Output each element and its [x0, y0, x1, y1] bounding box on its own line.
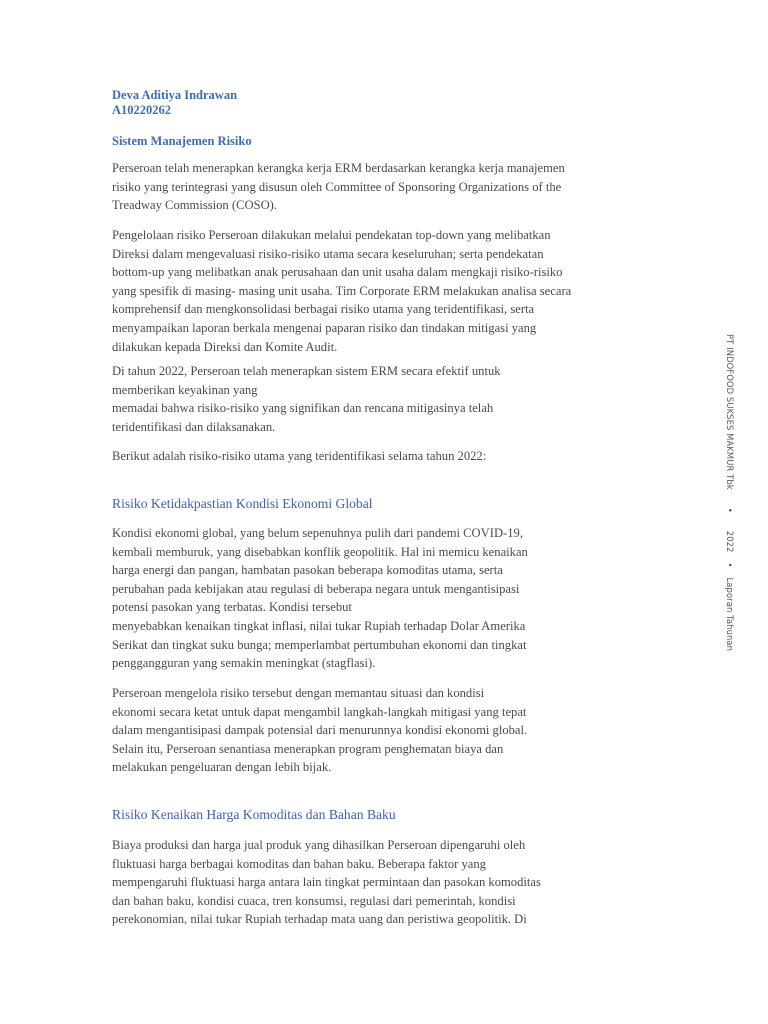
text-line: Direksi dalam mengevaluasi risiko-risiko utama secara keseluruhan; serta pendekatan — [112, 246, 544, 261]
vertical-running-header — [721, 334, 741, 654]
text-line: memberikan keyakinan yang — [112, 382, 258, 397]
text-line: Treadway Commission (COSO). — [112, 198, 278, 213]
report-title: Laporan Tahunan — [725, 577, 735, 652]
paragraph-1 — [112, 159, 602, 215]
risk-2-paragraph-1 — [112, 836, 602, 929]
author-id: A10220262 — [112, 103, 172, 117]
text-line: menyampaikan laporan berkala mengenai paparan risiko dan tindakan mitigasi yang — [112, 320, 537, 335]
bullet-separator: • — [725, 507, 735, 513]
text-line: bottom-up yang melibatkan anak perusahaan dan unit usaha dalam mengkaji risiko-risiko — [112, 265, 563, 280]
text-line: Serikat dan tingkat suku bunga; memperlambat pertumbuhan ekonomi dan tingkat — [112, 637, 527, 652]
text-line: Di tahun 2022, Perseroan telah menerapkan sistem ERM secara efektif untuk — [112, 364, 501, 378]
text-line: Perseroan mengelola risiko tersebut dengan memantau situasi dan kondisi — [112, 686, 485, 700]
text-line: perubahan pada kebijakan atau regulasi di beberapa negara untuk mengantisipasi — [112, 581, 520, 596]
text-line: melakukan pengeluaran dengan lebih bijak. — [112, 760, 332, 775]
text-line: Berikut adalah risiko-risiko utama yang teridentifikasi selama tahun 2022: — [112, 449, 487, 463]
text-line: teridentifikasi dan dilaksanakan. — [112, 419, 276, 434]
text-line: Selain itu, Perseroan senantiasa menerapkan program penghematan biaya dan — [112, 741, 504, 756]
text-line: potensi pasokan yang terbatas. Kondisi tersebut — [112, 600, 352, 615]
text-line: harga energi dan pangan, hambatan pasokan beberapa komoditas utama, serta — [112, 563, 503, 578]
paragraph-3 — [112, 362, 602, 436]
text-line: Biaya produksi dan harga jual produk yang dihasilkan Perseroan dipengaruhi oleh — [112, 838, 526, 852]
text-line: ekonomi secara ketat untuk dapat mengambil langkah-langkah mitigasi yang tepat — [112, 704, 527, 719]
text-line: fluktuasi harga berbagai komoditas dan bahan baku. Beberapa faktor yang — [112, 856, 486, 871]
risk-1-paragraph-2 — [112, 684, 602, 777]
risk-1-paragraph-1 — [112, 524, 602, 673]
author-name: Deva Aditiya Indrawan — [112, 88, 238, 102]
paragraph-4 — [112, 447, 602, 466]
text-line: Kondisi ekonomi global, yang belum sepenuhnya pulih dari pandemi COVID-19, — [112, 526, 523, 540]
section-title: Sistem Manajemen Risiko — [112, 134, 252, 148]
text-line: risiko yang terintegrasi yang disusun oleh Committee of Sponsoring Organizations of the — [112, 179, 562, 194]
paragraph-2 — [112, 226, 602, 356]
text-line: menyebabkan kenaikan tingkat inflasi, nilai tukar Rupiah terhadap Dolar Amerika — [112, 618, 526, 633]
text-line: Pengelolaan risiko Perseroan dilakukan melalui pendekatan top-down yang melibatkan — [112, 228, 551, 242]
risk-1-title: Risiko Ketidakpastian Kondisi Ekonomi Global — [112, 496, 373, 511]
bullet-separator: • — [725, 562, 735, 568]
text-line: penggangguran yang semakin meningkat (stagflasi). — [112, 656, 376, 671]
text-line: dalam mengantisipasi dampak potensial dari menurunnya kondisi ekonomi global. — [112, 723, 528, 738]
text-line: dan bahan baku, kondisi cuaca, tren konsumsi, regulasi dari pemerintah, kondisi — [112, 893, 516, 908]
text-line: mempengaruhi fluktuasi harga antara lain tingkat permintaan dan pasokan komoditas — [112, 875, 541, 890]
text-line: komprehensif dan mengkonsolidasi berbagai risiko utama yang teridentifikasi, serta — [112, 302, 535, 317]
company-name: PT INDOFOOD SUKSES MAKMUR Tbk — [725, 334, 735, 490]
text-line: perekonomian, nilai tukar Rupiah terhadap mata uang dan peristiwa geopolitik. Di — [112, 912, 527, 927]
running-header-text — [725, 334, 735, 651]
text-line: memadai bahwa risiko-risiko yang signifikan dan rencana mitigasinya telah — [112, 401, 494, 416]
author-block — [112, 88, 237, 118]
text-line: Perseroan telah menerapkan kerangka kerja ERM berdasarkan kerangka kerja manajemen — [112, 161, 565, 175]
risk-2-title: Risiko Kenaikan Harga Komoditas dan Bahan Baku — [112, 807, 396, 822]
report-year: 2022 — [725, 530, 735, 553]
text-line: yang spesifik di masing- masing unit usaha. Tim Corporate ERM melakukan analisa secara — [112, 283, 572, 298]
text-line: kembali memburuk, yang disebabkan konflik geopolitik. Hal ini memicu kenaikan — [112, 544, 528, 559]
text-line: dilakukan kepada Direksi dan Komite Audit. — [112, 339, 338, 354]
